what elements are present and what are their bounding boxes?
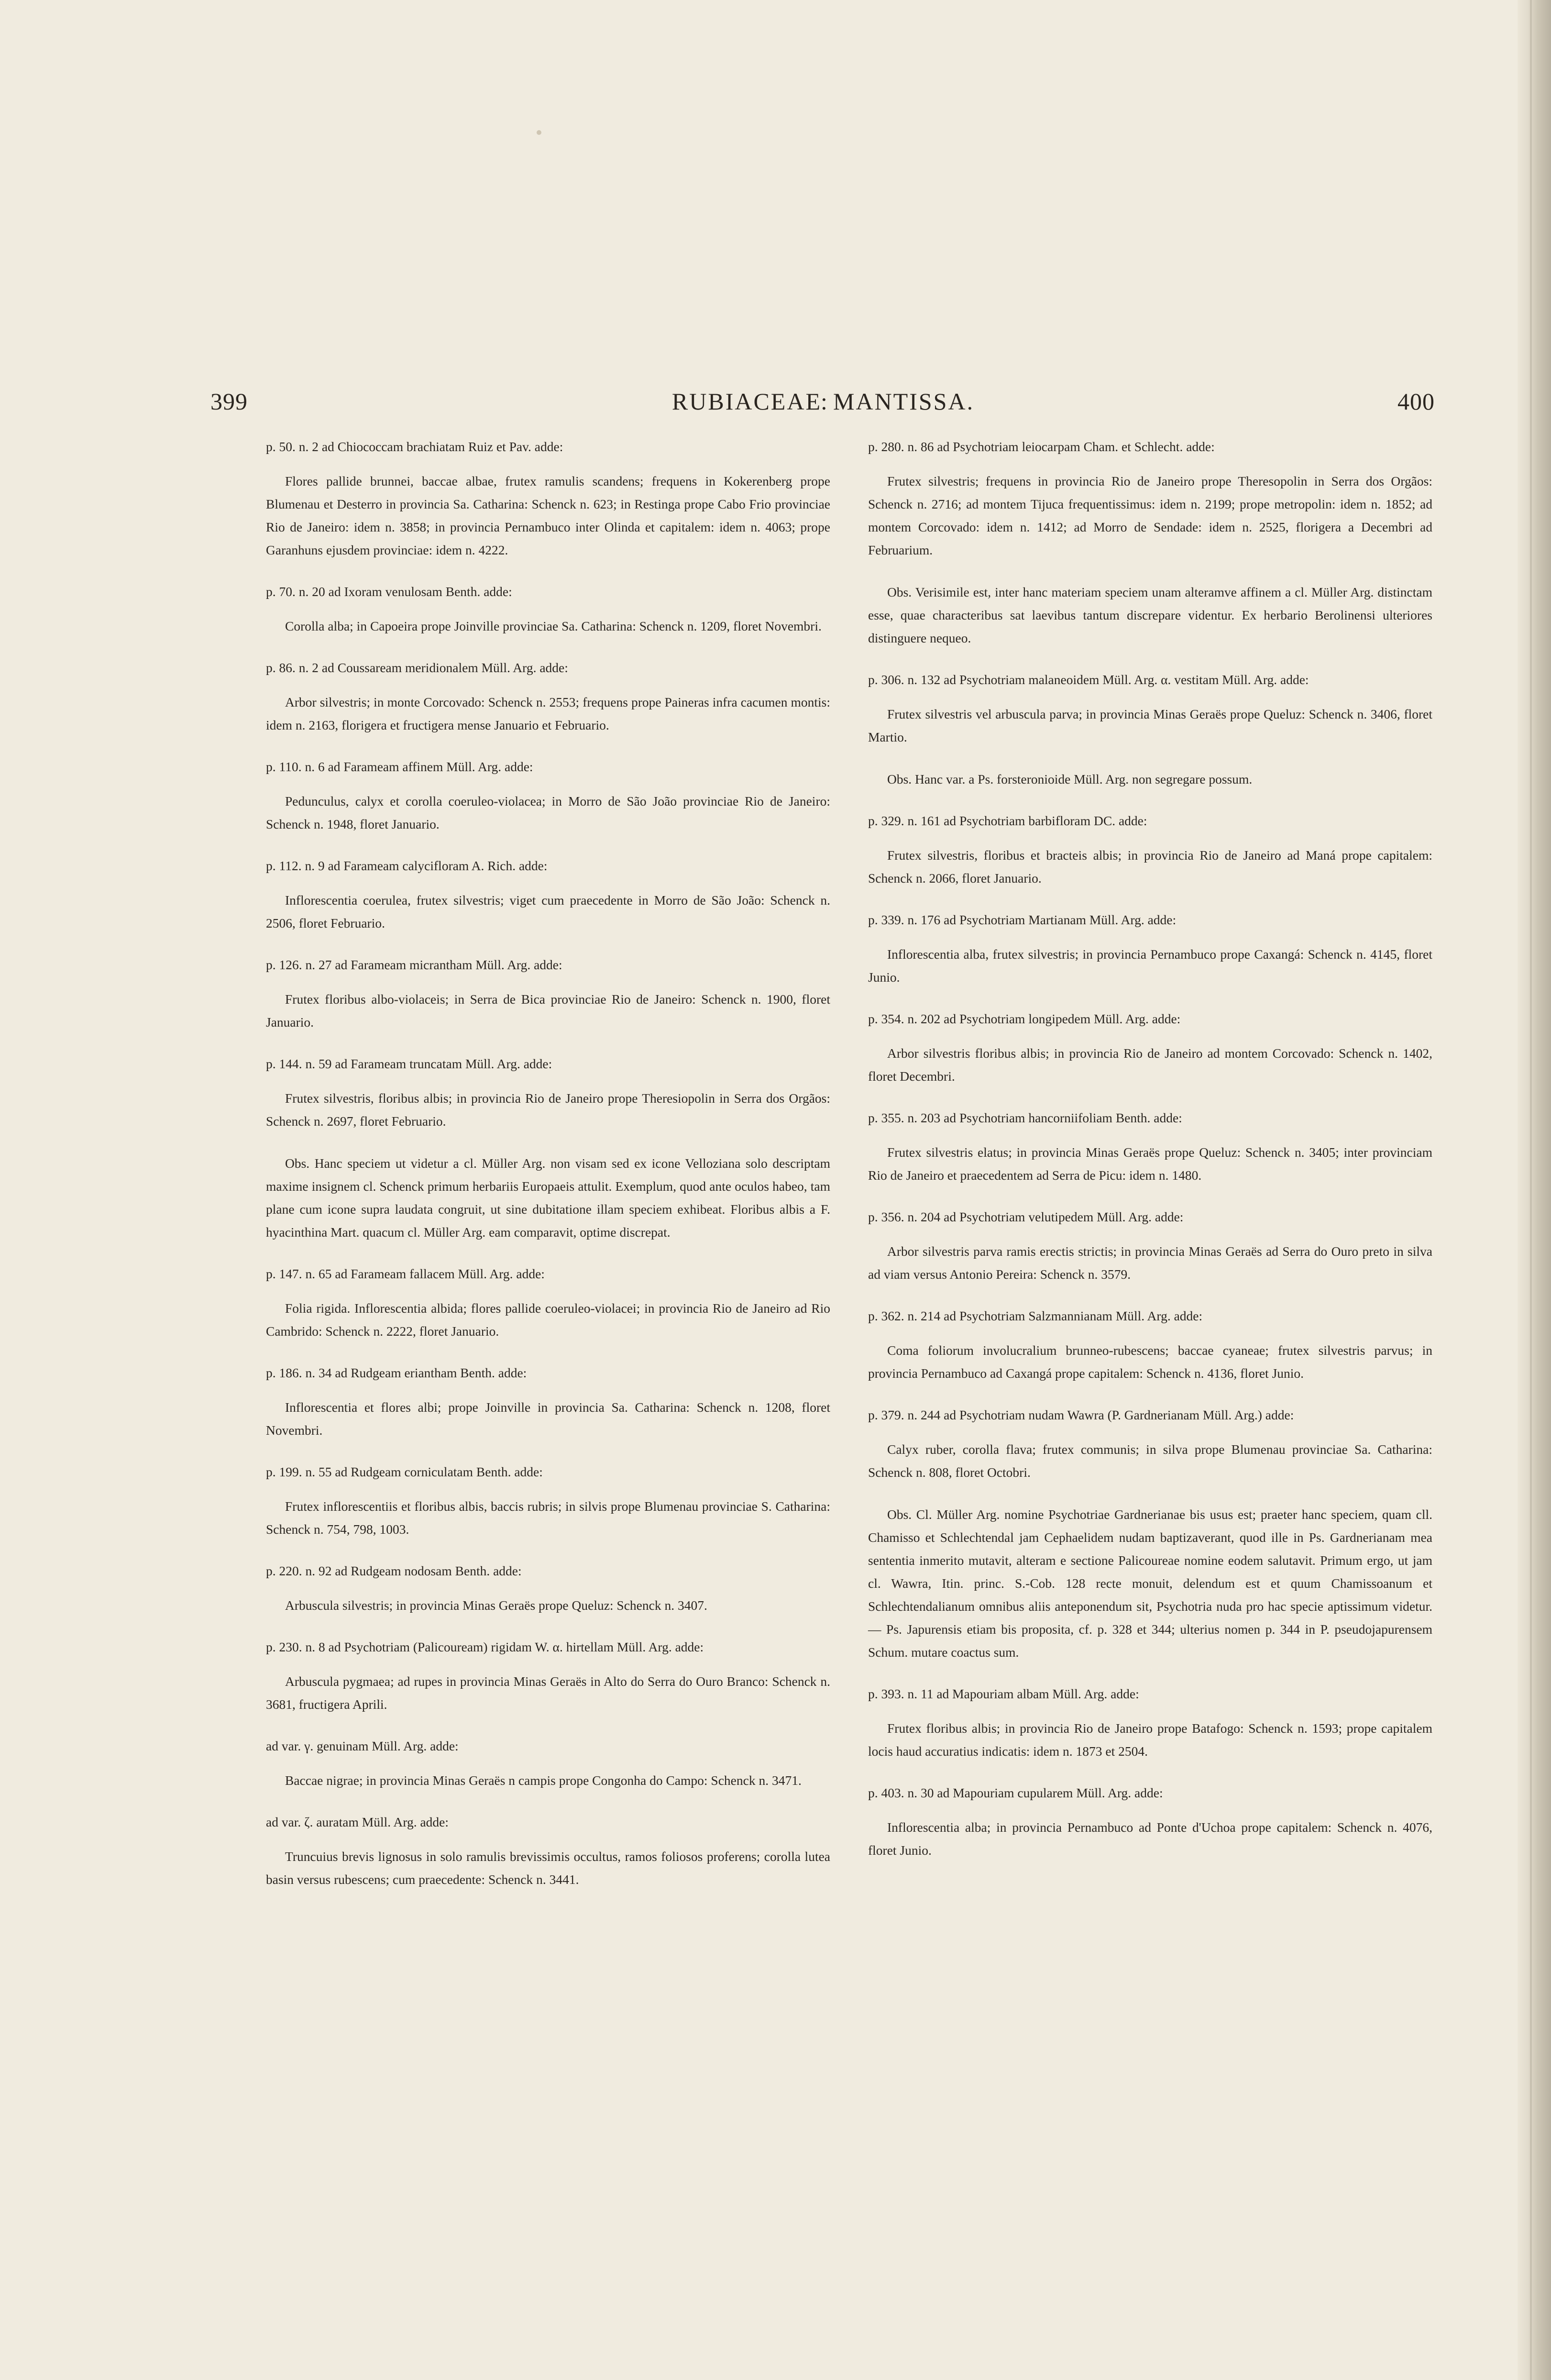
species-entry: [868, 908, 1432, 989]
species-entry: [266, 1560, 830, 1617]
running-header: [210, 383, 1435, 426]
entry-note: Inflorescentia alba, frutex silvestris; in provincia Pernambuco prope Caxangá: Schenck n. 4145, floret Junio.: [868, 947, 1432, 985]
species-entry: [266, 755, 830, 836]
entry-observation: Obs. Hanc var. a Ps. forsteronioide Müll. Arg. non segregare possum.: [887, 772, 1253, 786]
species-entry: [266, 1262, 830, 1343]
entry-note: Truncuius brevis lignosus in solo ramulis brevissimis occultus, ramos foliosos proferens; corolla lutea basin versus rubescens; cum praecedente: Schenck n. 3441.: [266, 1849, 830, 1887]
entry-note: Arbor silvestris; in monte Corcovado: Schenck n. 2553; frequens prope Paineras infra cacumen montis: idem n. 2163, florigera et fructigera mense Januario et Februario.: [266, 695, 830, 732]
entry-reference: p. 403. n. 30 ad Mapouriam cupularem Müll. Arg. adde:: [868, 1785, 1163, 1800]
page-number-left: 399: [210, 388, 248, 415]
species-entry: [266, 953, 830, 1034]
entry-reference: p. 356. n. 204 ad Psychotriam velutipedem Müll. Arg. adde:: [868, 1209, 1184, 1224]
entry-note: Frutex floribus albis; in provincia Rio de Janeiro prope Batafogo: Schenck n. 1593; prope capitalem locis haud accuratius indicatis: idem n. 1873 et 2504.: [868, 1721, 1432, 1759]
left-column: [266, 435, 830, 1910]
entry-reference: p. 86. n. 2 ad Coussaream meridionalem Müll. Arg. adde:: [266, 660, 568, 675]
species-entry: [266, 435, 830, 562]
gutter-line: [1530, 0, 1532, 2380]
species-entry: [868, 668, 1432, 791]
entry-note: Frutex silvestris, floribus et bracteis albis; in provincia Rio de Janeiro ad Maná prope capitalem: Schenck n. 2066, floret Januario.: [868, 848, 1432, 886]
entry-reference: p. 230. n. 8 ad Psychotriam (Palicouream) rigidam W. α. hirtellam Müll. Arg. adde:: [266, 1639, 704, 1654]
entry-reference: p. 393. n. 11 ad Mapouriam albam Müll. Arg. adde:: [868, 1686, 1139, 1701]
entry-note: Frutex silvestris elatus; in provincia Minas Geraës prope Queluz: Schenck n. 3405; inter provinciam Rio de Janeiro et praecedentem ad Serra de Picu: idem n. 1480.: [868, 1145, 1432, 1183]
entry-reference: p. 354. n. 202 ad Psychotriam longipedem Müll. Arg. adde:: [868, 1011, 1181, 1026]
species-entry: [868, 435, 1432, 650]
entry-note: Arbuscula pygmaea; ad rupes in provincia Minas Geraës in Alto do Serra do Ouro Branco: Schenck n. 3681, fructigera Aprili.: [266, 1674, 830, 1712]
entry-reference: p. 186. n. 34 ad Rudgeam eriantham Benth. adde:: [266, 1365, 527, 1380]
species-entry: [266, 1362, 830, 1442]
entry-reference: p. 147. n. 65 ad Farameam fallacem Müll. Arg. adde:: [266, 1266, 545, 1281]
entry-reference: p. 379. n. 244 ad Psychotriam nudam Wawra (P. Gardnerianam Müll. Arg.) adde:: [868, 1407, 1294, 1422]
entry-note: Frutex silvestris; frequens in provincia Rio de Janeiro prope Theresopolin in Serra dos Orgãos: Schenck n. 2716; ad montem Tijuca frequentissimus: idem n. 2199; prope metropolin: idem n. 1852; ad montem Corcovado: idem n. 1412; ad Morro de Sendade: idem n. 2525, florigera a Decembri ad Februarium.: [868, 474, 1432, 557]
right-column: [868, 435, 1432, 1881]
title-separator: :: [821, 388, 828, 415]
entry-note: Arbuscula silvestris; in provincia Minas Geraës prope Queluz: Schenck n. 3407.: [285, 1598, 707, 1613]
species-entry: [868, 1206, 1432, 1286]
entry-reference: p. 339. n. 176 ad Psychotriam Martianam Müll. Arg. adde:: [868, 912, 1177, 927]
entry-note: Inflorescentia et flores albi; prope Joinville in provincia Sa. Catharina: Schenck n. 1208, floret Novembri.: [266, 1400, 830, 1438]
entry-note: Baccae nigrae; in provincia Minas Geraës n campis prope Congonha do Campo: Schenck n. 3471.: [285, 1773, 802, 1788]
entry-observation: Obs. Verisimile est, inter hanc materiam speciem unam alteramve affinem a cl. Müller Arg. distinctam esse, quae characteribus sat laevibus tantum discrepare videntur. Ex herbario Berolinensi ulteriores distinguere nequeo.: [868, 585, 1432, 645]
entry-note: Frutex inflorescentiis et floribus albis, baccis rubris; in silvis prope Blumenau provinciae S. Catharina: Schenck n. 754, 798, 1003.: [266, 1499, 830, 1537]
species-entry: [266, 580, 830, 638]
page-number-right: 400: [1397, 388, 1435, 415]
species-entry: [868, 1782, 1432, 1862]
entry-reference: p. 220. n. 92 ad Rudgeam nodosam Benth. adde:: [266, 1563, 522, 1578]
entry-note: Inflorescentia alba; in provincia Pernambuco ad Ponte d'Uchoa prope capitalem: Schenck n. 4076, floret Junio.: [868, 1820, 1432, 1858]
entry-note: Flores pallide brunnei, baccae albae, frutex ramulis scandens; frequens in Kokerenberg prope Blumenau et Desterro in provincia Sa. Catharina: Schenck n. 623; in Restinga prope Cabo Frio provinciae Rio de Janeiro: idem n. 3858; in provincia Pernambuco inter Olinda et capitalem: idem n. 4063; prope Garanhuns ejusdem provinciae: idem n. 4222.: [266, 474, 830, 557]
entry-note: Frutex floribus albo-violaceis; in Serra de Bica provinciae Rio de Janeiro: Schenck n. 1900, floret Januario.: [266, 992, 830, 1029]
entry-reference: ad var. γ. genuinam Müll. Arg. adde:: [266, 1738, 459, 1753]
species-entry: [868, 1683, 1432, 1763]
entry-reference: p. 199. n. 55 ad Rudgeam corniculatam Benth. adde:: [266, 1464, 543, 1479]
species-entry: [266, 854, 830, 935]
entry-reference: p. 112. n. 9 ad Farameam calyciflоram A. Rich. adde:: [266, 858, 548, 873]
entry-note: Pedunculus, calyx et corolla coeruleo-violacea; in Morro de São João provinciae Rio de Janeiro: Schenck n. 1948, floret Januario.: [266, 794, 830, 831]
species-entry: [266, 1735, 830, 1792]
entry-note: Frutex silvestris vel arbuscula parva; in provincia Minas Geraës prope Queluz: Schenck n. 3406, floret Martio.: [868, 707, 1432, 744]
entry-note: Coma foliorum involucralium brunneo-rubescens; baccae cyaneae; frutex silvestris parvus; in provincia Pernambuco ad Caxangá prope capitalem: Schenck n. 4136, floret Junio.: [868, 1343, 1432, 1381]
species-entry: [266, 656, 830, 737]
paper-smudge: [537, 130, 541, 135]
species-entry: [868, 1305, 1432, 1385]
species-entry: [868, 1107, 1432, 1187]
entry-reference: p. 144. n. 59 ad Farameam truncatam Müll. Arg. adde:: [266, 1056, 552, 1071]
species-entry: [868, 809, 1432, 890]
entry-observation: Obs. Cl. Müller Arg. nomine Psychotriae Gardnerianae bis usus est; praeter hanc speciem, quam cll. Chamisso et Schlechtendal jam Cephaelidem nudam baptizaverant, quod ille in Ps. Gardnerianam mea sententia inmerito mutavit, alteram e sectione Palicoureae nomine eodem salutavit. Primum ergo, ut jam cl. Wawra, Itin. princ. S.-Cob. 128 recte monuit, delendum est et quum Chamissoanum et Schlechtendalianum omnibus aliis anteponendum sit, Psychotria nuda pro hac specie aptissimum videtur. — Ps. Japurensis etiam bis proposita, cf. p. 328 et 344; ulterius nomen p. 344 in P. pseudojapurensem Schum. mutare coactus sum.: [868, 1507, 1432, 1660]
entry-reference: p. 329. n. 161 ad Psychotriam barbifloram DC. adde:: [868, 813, 1147, 828]
species-entry: [266, 1052, 830, 1244]
species-entry: [266, 1811, 830, 1891]
entry-note: Arbor silvestris parva ramis erectis strictis; in provincia Minas Geraës ad Serra do Ouro preto in silva ad viam versus Antonio Pereira: Schenck n. 3579.: [868, 1244, 1432, 1282]
species-entry: [868, 1404, 1432, 1664]
entry-note: Inflorescentia coerulea, frutex silvestris; viget cum praecedente in Morro de São João: Schenck n. 2506, floret Februario.: [266, 893, 830, 930]
entry-reference: ad var. ζ. auratam Müll. Arg. adde:: [266, 1815, 449, 1829]
book-spine-shadow: [1518, 0, 1551, 2380]
entry-note: Corolla alba; in Capoeira prope Joinville provinciae Sa. Catharina: Schenck n. 1209, floret Novembri.: [285, 619, 822, 633]
species-entry: [266, 1461, 830, 1541]
entry-reference: p. 362. n. 214 ad Psychotriam Salzmannianam Müll. Arg. adde:: [868, 1308, 1203, 1323]
entry-observation: Obs. Hanc speciem ut videtur a cl. Müller Arg. non visam sed ex icone Velloziana solo descriptam maxime insignem cl. Schenck primum herbariis Europaeis attulit. Exemplum, quod ante oculos habeo, tam plane cum icone supra laudata congruit, ut sine dubitatione illam speciem exhibeat. Floribus albis a F. hyacinthina Mart. quacum cl. Müller Arg. eam comparavit, optime discrepat.: [266, 1156, 830, 1240]
running-title-left: RUBIACEAE: [671, 388, 822, 415]
entry-reference: p. 355. n. 203 ad Psychotriam hancorniifoliam Benth. adde:: [868, 1110, 1182, 1125]
entry-note: Frutex silvestris, floribus albis; in provincia Rio de Janeiro prope Theresiopolin in Serra dos Orgãos: Schenck n. 2697, floret Februario.: [266, 1091, 830, 1129]
entry-reference: p. 126. n. 27 ad Farameam micrantham Müll. Arg. adde:: [266, 957, 562, 972]
entry-reference: p. 306. n. 132 ad Psychotriam malaneoidem Müll. Arg. α. vestitam Müll. Arg. adde:: [868, 672, 1309, 687]
entry-note: Folia rigida. Inflorescentia albida; flores pallide coeruleo-violacei; in provincia Rio de Janeiro ad Rio Cambrido: Schenck n. 2222, floret Januario.: [266, 1301, 830, 1339]
entry-note: Calyx ruber, corolla flava; frutex communis; in silva prope Blumenau provinciae Sa. Catharina: Schenck n. 808, floret Octobri.: [868, 1442, 1432, 1480]
running-title-right: MANTISSA.: [833, 388, 975, 415]
entry-reference: p. 280. n. 86 ad Psychotriam leiocarpam Cham. et Schlecht. adde:: [868, 439, 1215, 454]
entry-note: Arbor silvestris floribus albis; in provincia Rio de Janeiro ad montem Corcovado: Schenck n. 1402, floret Decembri.: [868, 1046, 1432, 1084]
species-entry: [266, 1636, 830, 1716]
entry-reference: p. 50. n. 2 ad Chiococcam brachiatam Ruiz et Pav. adde:: [266, 439, 563, 454]
entry-reference: p. 110. n. 6 ad Farameam affinem Müll. Arg. adde:: [266, 759, 533, 774]
species-entry: [868, 1007, 1432, 1088]
entry-reference: p. 70. n. 20 ad Ixoram venulosam Benth. adde:: [266, 584, 512, 599]
